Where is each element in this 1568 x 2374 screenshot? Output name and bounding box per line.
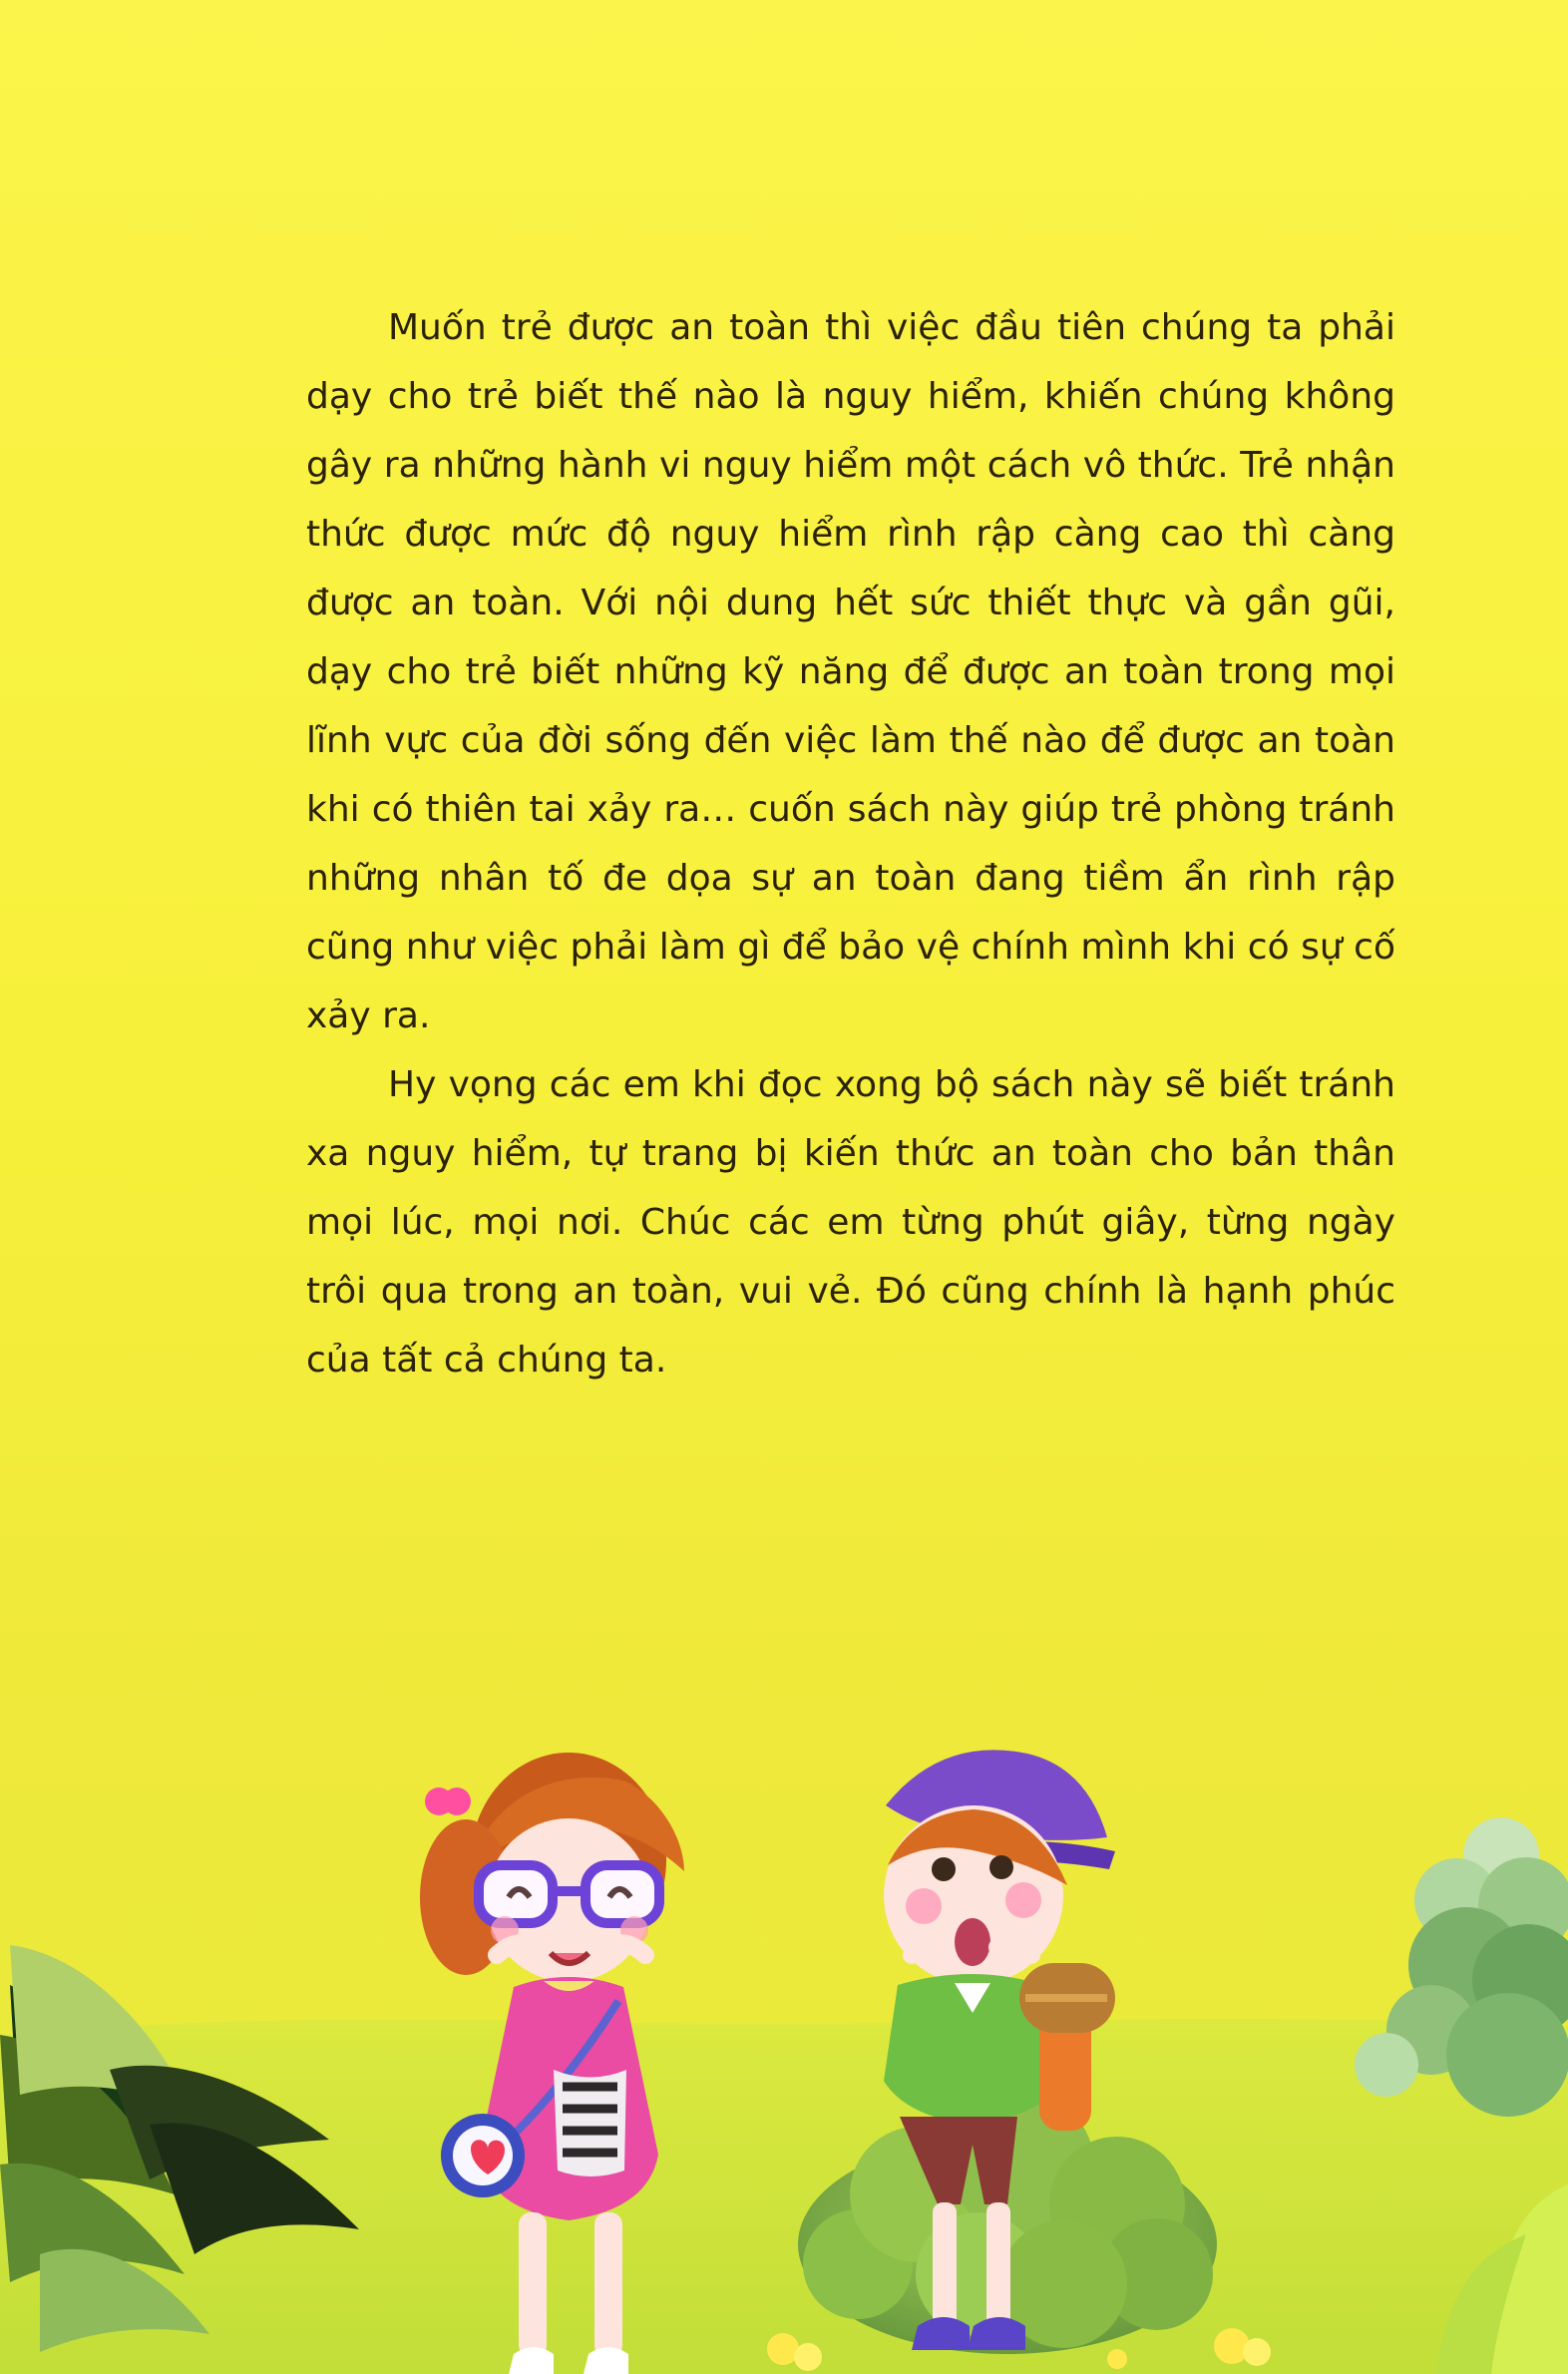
illustration-svg <box>0 1736 1568 2374</box>
paragraph-2: Hy vọng các em khi đọc xong bộ sách này sẽ biết tránh xa nguy hiểm, tự trang bị kiến thức an toàn cho bản thân mọi lúc, mọi nơi. Chúc các em từng phút giây, từng ngày trôi qua trong an toàn, vui vẻ. Đó cũng chính là hạnh phúc của tất cả chúng ta. <box>306 1064 1395 1381</box>
text-block <box>306 293 1395 1394</box>
bottom-illustration <box>0 1736 1568 2374</box>
paragraph-1: Muốn trẻ được an toàn thì việc đầu tiên chúng ta phải dạy cho trẻ biết thế nào là nguy hiểm, khiến chúng không gây ra những hành vi nguy hiểm một cách vô thức. Trẻ nhận thức được mức độ nguy hiểm rình rập càng cao thì càng được an toàn. Với nội dung hết sức thiết thực và gần gũi, dạy cho trẻ biết những kỹ năng để được an toàn trong mọi lĩnh vực của đời sống đến việc làm thế nào để được an toàn khi có thiên tai xảy ra… cuốn sách này giúp trẻ phòng tránh những nhân tố đe dọa sự an toàn đang tiềm ẩn rình rập cũng như việc phải làm gì để bảo vệ chính mình khi có sự cố xảy ra. <box>306 307 1395 1036</box>
